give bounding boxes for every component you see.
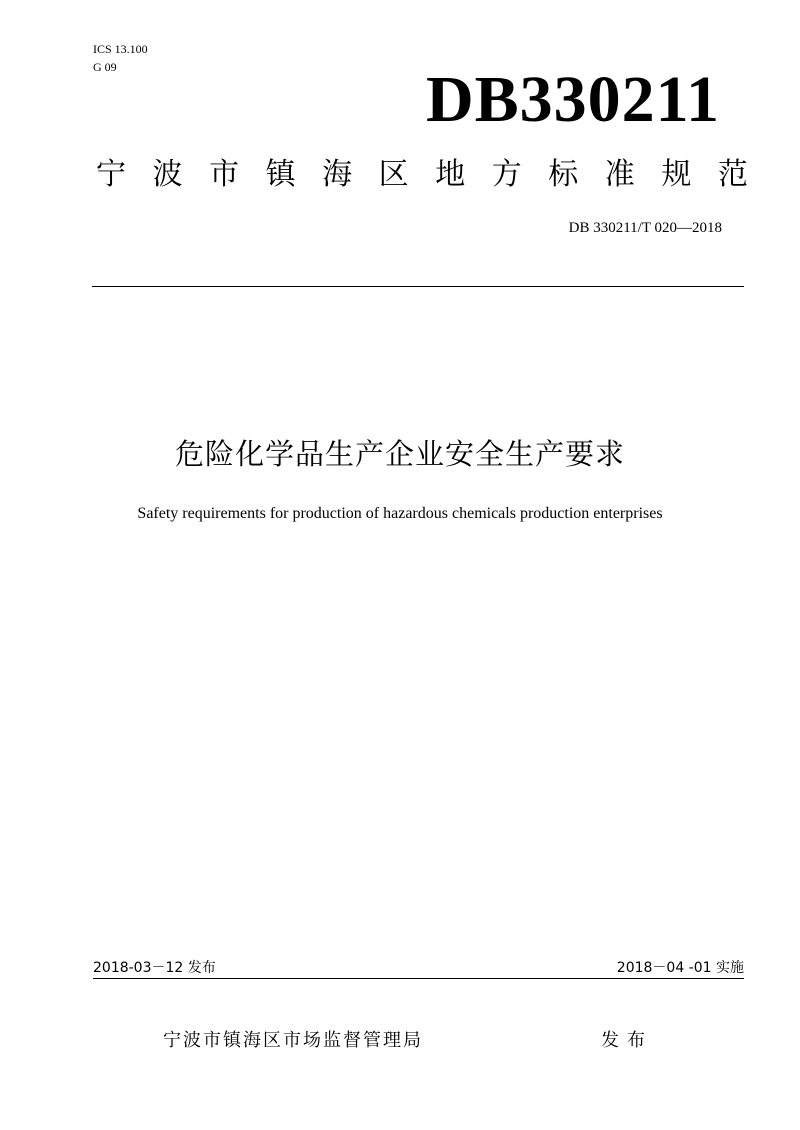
standard-name-char: 范 (717, 157, 748, 192)
standard-name-char: 市 (209, 157, 240, 192)
standard-name-char: 海 (322, 157, 353, 192)
issuing-authority: 宁波市镇海区市场监督管理局 (163, 1030, 423, 1051)
standard-name-char: 标 (548, 157, 579, 192)
standard-number: DB 330211/T 020—2018 (568, 220, 722, 236)
issue-label: 发布 (601, 1030, 653, 1051)
document-title-chinese: 危险化学品生产企业安全生产要求 (174, 437, 625, 471)
standard-name-char: 方 (491, 157, 522, 192)
standard-name-char: 区 (378, 157, 409, 192)
document-title-english: Safety requirements for production of hazardous chemicals production enterprises (137, 505, 663, 522)
standard-name-char: 准 (604, 157, 635, 192)
classification-code: G 09 (93, 60, 117, 74)
standard-name-char: 波 (152, 157, 183, 192)
db-code-heading: DB330211 (425, 63, 720, 136)
implementation-date: 2018－04 -01 实施 (616, 960, 744, 976)
ics-code: ICS 13.100 (93, 42, 148, 56)
issue-date: 2018-03－12 发布 (93, 960, 216, 976)
standard-type-name (96, 153, 748, 197)
date-divider (93, 978, 744, 979)
standard-name-char: 地 (435, 157, 466, 192)
standard-name-char: 宁 (96, 157, 126, 192)
header-divider (92, 286, 744, 287)
standard-name-char: 规 (661, 157, 692, 192)
standard-name-char: 镇 (265, 157, 296, 192)
